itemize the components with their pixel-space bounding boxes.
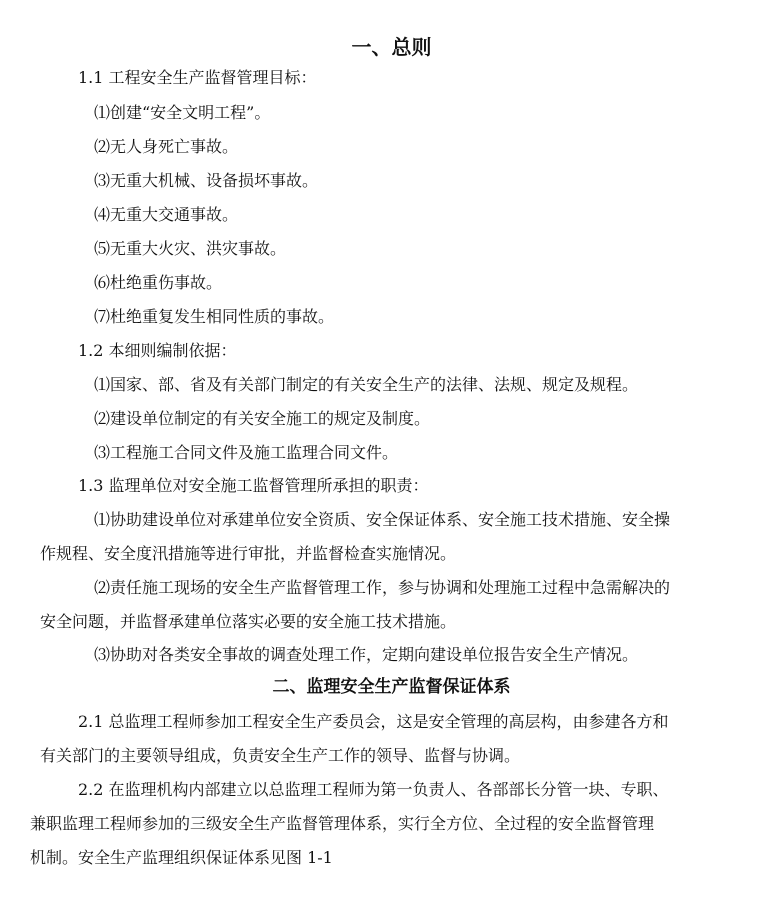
- list-item: ⑶工程施工合同文件及施工监理合同文件。: [94, 443, 399, 462]
- list-item: ⑶无重大机械、设备损坏事故。: [94, 171, 319, 190]
- paragraph-line: 有关部门的主要领导组成，负责安全生产工作的领导、监督与协调。: [40, 746, 521, 765]
- list-item: ⑴创建“安全文明工程”。: [94, 103, 271, 122]
- list-item: ⑹杜绝重伤事故。: [94, 273, 223, 292]
- section-title-general: 一、总则: [351, 35, 432, 59]
- paragraph-line: ⑶协助对各类安全事故的调查处理工作，定期向建设单位报告安全生产情况。: [94, 645, 639, 664]
- paragraph-line: 安全问题，并监督承建单位落实必要的安全施工技术措施。: [40, 612, 457, 631]
- paragraph-line: 2.2 在监理机构内部建立以总监理工程师为第一负责人、各部部长分管一块、专职、: [78, 780, 669, 799]
- list-item: ⑸无重大火灾、洪灾事故。: [94, 239, 287, 258]
- list-item: ⑵无人身死亡事故。: [94, 137, 239, 156]
- list-item: ⑷无重大交通事故。: [94, 205, 239, 224]
- heading-1-3: 1.3 监理单位对安全施工监督管理所承担的职责：: [78, 476, 429, 495]
- paragraph-line: 机制。安全生产监理组织保证体系见图 1-1: [30, 848, 333, 867]
- paragraph-line: 2.1 总监理工程师参加工程安全生产委员会，这是安全管理的高层构，由参建各方和: [78, 712, 669, 731]
- section-title-safety-system: 二、监理安全生产监督保证体系: [272, 677, 511, 697]
- paragraph-line: 兼职监理工程师参加的三级安全生产监督管理体系，实行全方位、全过程的安全监督管理: [30, 814, 655, 833]
- heading-1-1: 1.1 工程安全生产监督管理目标：: [78, 68, 317, 87]
- list-item: ⑴国家、部、省及有关部门制定的有关安全生产的法律、法规、规定及规程。: [94, 375, 639, 394]
- paragraph-line: ⑴协助建设单位对承建单位安全资质、安全保证体系、安全施工技术措施、安全操: [94, 510, 671, 529]
- heading-1-2: 1.2 本细则编制依据：: [78, 341, 237, 360]
- list-item: ⑵建设单位制定的有关安全施工的规定及制度。: [94, 409, 431, 428]
- list-item: ⑺杜绝重复发生相同性质的事故。: [94, 307, 335, 326]
- paragraph-line: ⑵责任施工现场的安全生产监督管理工作，参与协调和处理施工过程中急需解决的: [94, 578, 671, 597]
- paragraph-line: 作规程、安全度汛措施等进行审批，并监督检查实施情况。: [40, 544, 457, 563]
